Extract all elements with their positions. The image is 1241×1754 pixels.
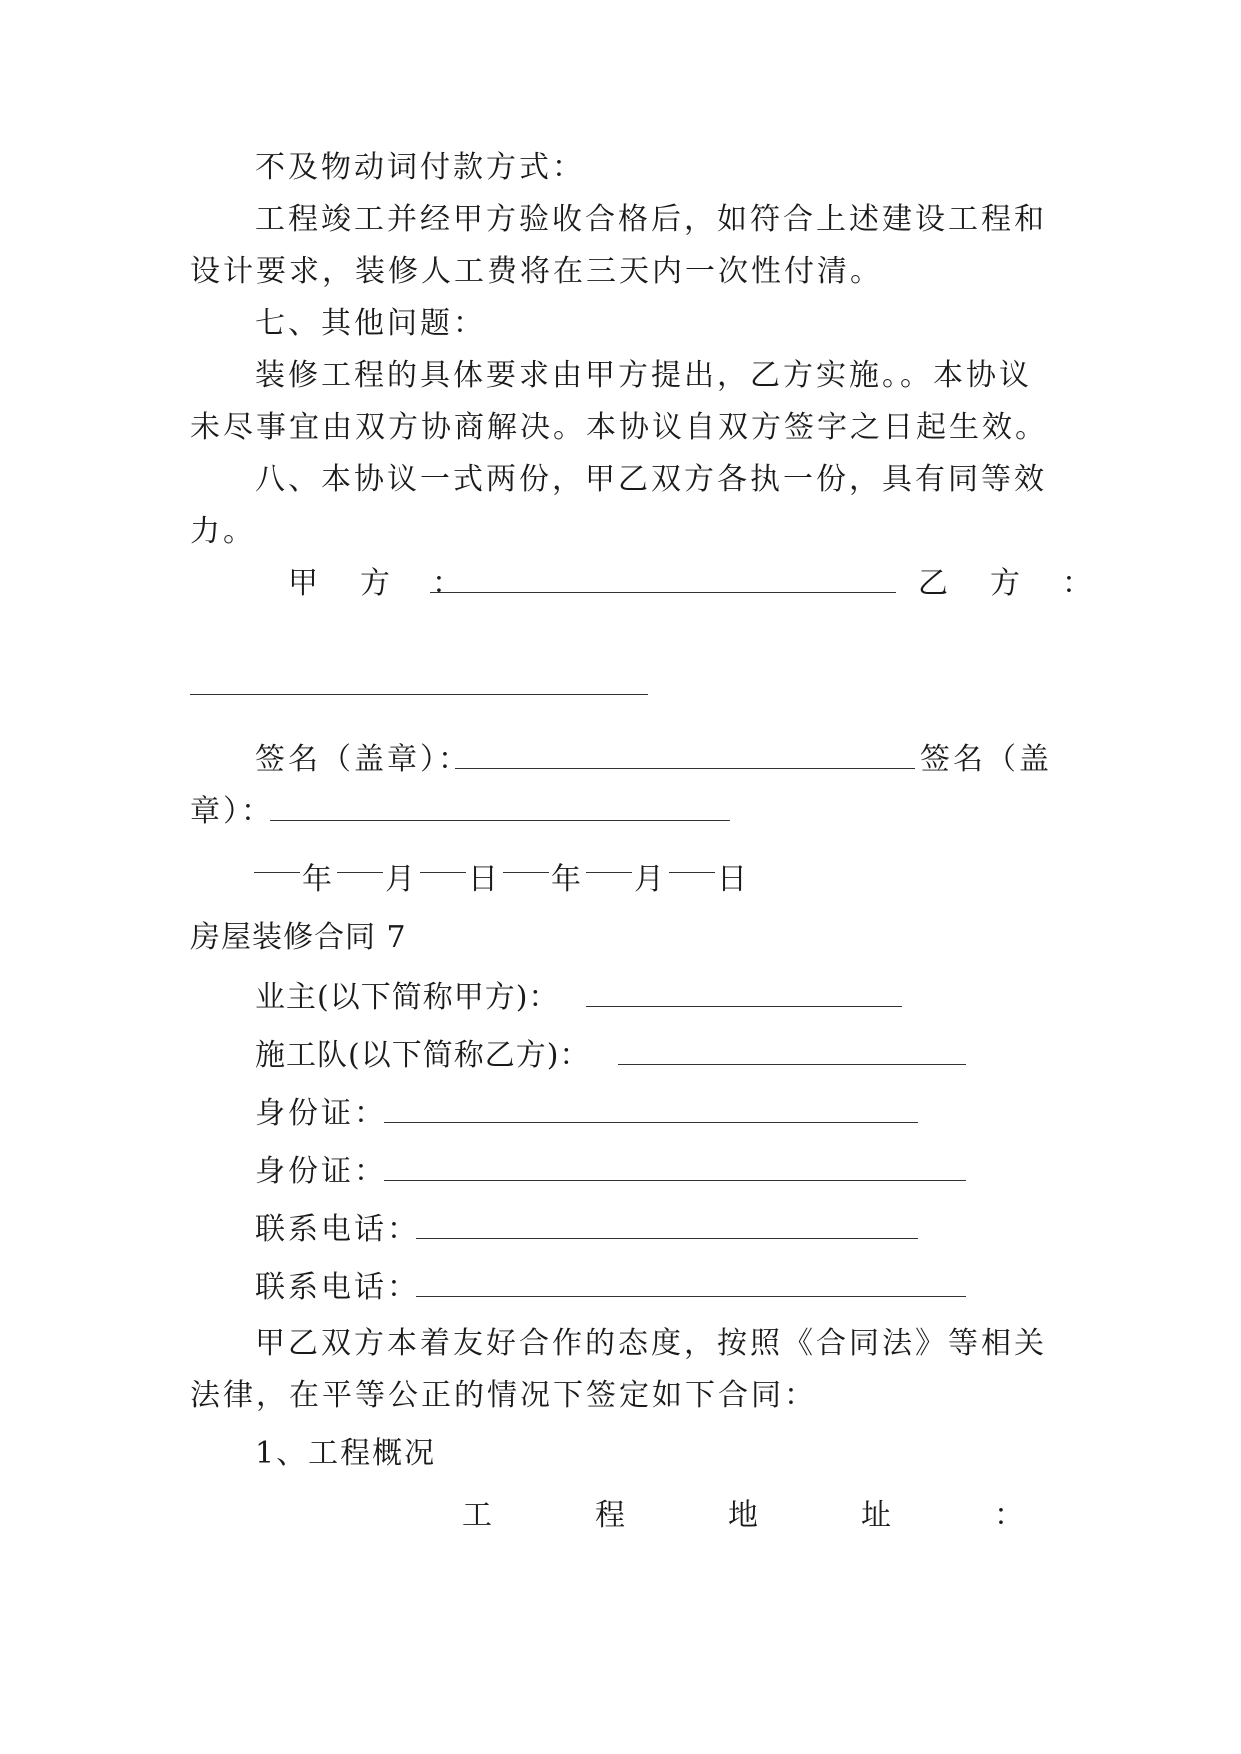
day-label: 日	[468, 862, 498, 897]
address-char: 工	[462, 1498, 492, 1533]
paragraph-line: 八、本协议一式两份，甲乙双方各执一份，具有同等效	[255, 462, 1047, 497]
section-heading: 七、其他问题：	[255, 306, 486, 341]
day-label: 日	[717, 862, 747, 897]
month-label: 月	[634, 862, 664, 897]
sign-b-label: 签名（盖	[920, 742, 1052, 777]
id-b-label: 身份证：	[255, 1154, 387, 1189]
tel-a-label: 联系电话：	[255, 1212, 420, 1247]
tel-b-label: 联系电话：	[255, 1270, 420, 1305]
month-blank	[586, 846, 632, 873]
owner-blank	[586, 980, 902, 1007]
year-blank	[254, 846, 300, 873]
address-char: ：	[994, 1498, 1024, 1533]
sign-a-blank	[455, 742, 915, 769]
address-char: 程	[595, 1498, 625, 1533]
day-blank	[420, 846, 466, 873]
party-b-label: 乙 方 ：	[918, 566, 1098, 601]
month-blank	[337, 846, 383, 873]
paragraph-line: 装修工程的具体要求由甲方提出，乙方实施。。本协议	[255, 358, 1032, 393]
contract-title: 房屋装修合同 7	[190, 920, 407, 955]
owner-label: 业主(以下简称甲方)：	[255, 980, 560, 1015]
year-label: 年	[551, 862, 581, 897]
party-a-blank	[430, 566, 896, 593]
paragraph-line: 设计要求，装修人工费将在三天内一次性付清。	[190, 254, 883, 289]
address-label	[462, 1496, 1024, 1536]
month-label: 月	[385, 862, 415, 897]
payment-method-heading: 不及物动词付款方式：	[255, 150, 585, 185]
sign-a-label: 签名（盖章）：	[255, 742, 471, 777]
paragraph-line: 法律，在平等公正的情况下签定如下合同：	[190, 1378, 817, 1413]
tel-a-blank	[416, 1212, 918, 1239]
sign-b-blank	[270, 794, 730, 821]
party-a-label: 甲 方 ：	[288, 566, 468, 601]
paragraph-line: 甲乙双方本着友好合作的态度，按照《合同法》等相关	[255, 1326, 1047, 1361]
id-a-blank	[384, 1096, 918, 1123]
party-b-blank	[190, 694, 648, 695]
sign-b-label-cont: 章）：	[190, 794, 274, 829]
address-char: 地	[728, 1498, 758, 1533]
paragraph-line: 力。	[190, 514, 256, 549]
year-blank	[503, 846, 549, 873]
team-blank	[618, 1038, 966, 1065]
id-b-blank	[384, 1154, 966, 1181]
year-label: 年	[302, 862, 332, 897]
paragraph-line: 未尽事宜由双方协商解决。本协议自双方签字之日起生效。	[190, 410, 1048, 445]
team-label: 施工队(以下简称乙方)：	[255, 1038, 591, 1073]
paragraph-line: 工程竣工并经甲方验收合格后，如符合上述建设工程和	[255, 202, 1047, 237]
day-blank	[669, 846, 715, 873]
id-a-label: 身份证：	[255, 1096, 387, 1131]
address-char: 址	[861, 1498, 891, 1533]
section-heading: 1、工程概况	[255, 1436, 437, 1471]
tel-b-blank	[416, 1270, 966, 1297]
